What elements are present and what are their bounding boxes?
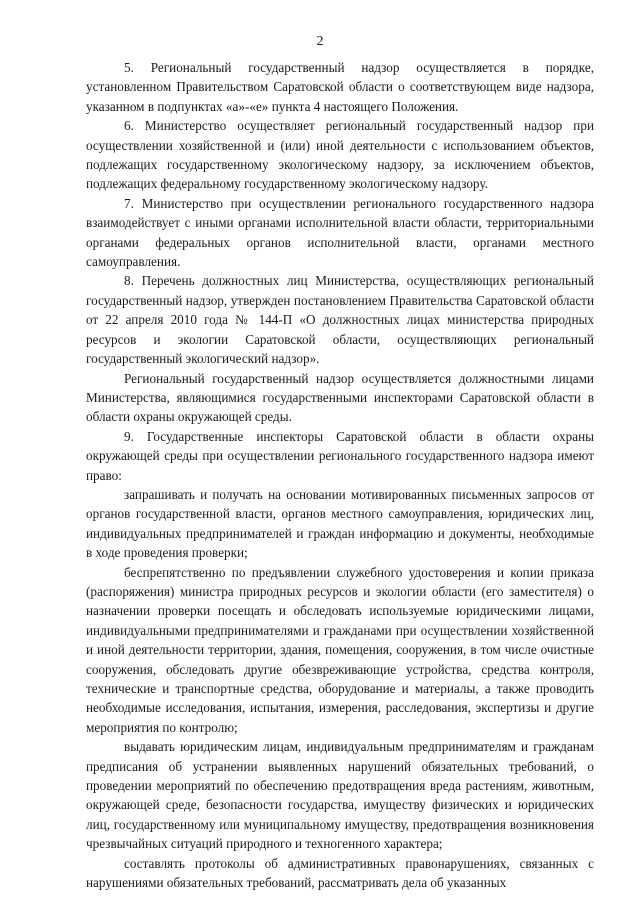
right-request-info: запрашивать и получать на основании мотивированных письменных запросов от органов государственной власти, органов местного самоуправления, юридических лиц, индивидуальных предпринимателей и граждан информацию и документы, необходимые в ходе проведения проверки; bbox=[86, 486, 594, 561]
right-issue-orders: выдавать юридическим лицам, индивидуальным предпринимателям и гражданам предписания об устранении выявленных нарушений обязательных требований, о проведении мероприятий по обеспечению предотвращения вреда растениям, животным, окружающей среде, безопасности государства, имуществу физических и юридических лиц, государственному или муниципальному имуществу, предотвращения возникновения чрезвычайных ситуаций природного и техногенного характера; bbox=[86, 739, 594, 852]
paragraph-8-continuation: Региональный государственный надзор осуществляется должностными лицами Министерства, являющимися государственными инспекторами Саратовской области в области охраны окружающей среды. bbox=[86, 370, 594, 425]
paragraph-8: 8. Перечень должностных лиц Министерства, осуществляющих региональный государственный надзор, утвержден постановлением Правительства Саратовской области от 22 апреля 2010 года № 144-П «О должностных лицах министерства природных ресурсов и экологии Саратовской области, осуществляющих региональный государственный экологический надзор». bbox=[86, 273, 594, 367]
document-body bbox=[86, 58, 594, 892]
page-number: 2 bbox=[316, 34, 324, 49]
right-draw-protocols: составлять протоколы об административных правонарушениях, связанных с нарушениями обязательных требований, рассматривать дела об указанных bbox=[86, 855, 594, 891]
paragraph-5: 5. Региональный государственный надзор осуществляется в порядке, установленном Правительством Саратовской области о соответствующем виде надзора, указанном в подпунктах «а»-«е» пункта 4 настоящего Положения. bbox=[86, 60, 594, 114]
paragraph-7: 7. Министерство при осуществлении регионального государственного надзора взаимодействует с иными органами исполнительной власти области, территориальными органами федеральных органов исполнительной власти, органами местного самоуправления. bbox=[86, 195, 594, 270]
paragraph-9: 9. Государственные инспекторы Саратовской области в области охраны окружающей среды при осуществлении регионального государственного надзора имеют право: bbox=[86, 428, 594, 483]
right-inspect-premises: беспрепятственно по предъявлении служебного удостоверения и копии приказа (распоряжения) министра природных ресурсов и экологии области (его заместителя) о назначении проверки посещать и обследовать используемые юридическими лицами, индивидуальными предпринимателями и гражданами при осуществлении хозяйственной и иной деятельности территории, здания, помещения, сооружения, в том числе очистные сооружения, обследовать другие обезвреживающие устройства, средства контроля, технические и транспортные средства, оборудование и материалы, а также проводить необходимые исследования, испытания, измерения, расследования, экспертизы и другие мероприятия по контролю; bbox=[86, 564, 594, 735]
paragraph-6: 6. Министерство осуществляет региональный государственный надзор при осуществлении хозяйственной и (или) иной деятельности с использованием объектов, подлежащих государственному экологическому надзору, за исключением объектов, подлежащих федеральному государственному экологическому надзору. bbox=[86, 118, 594, 192]
